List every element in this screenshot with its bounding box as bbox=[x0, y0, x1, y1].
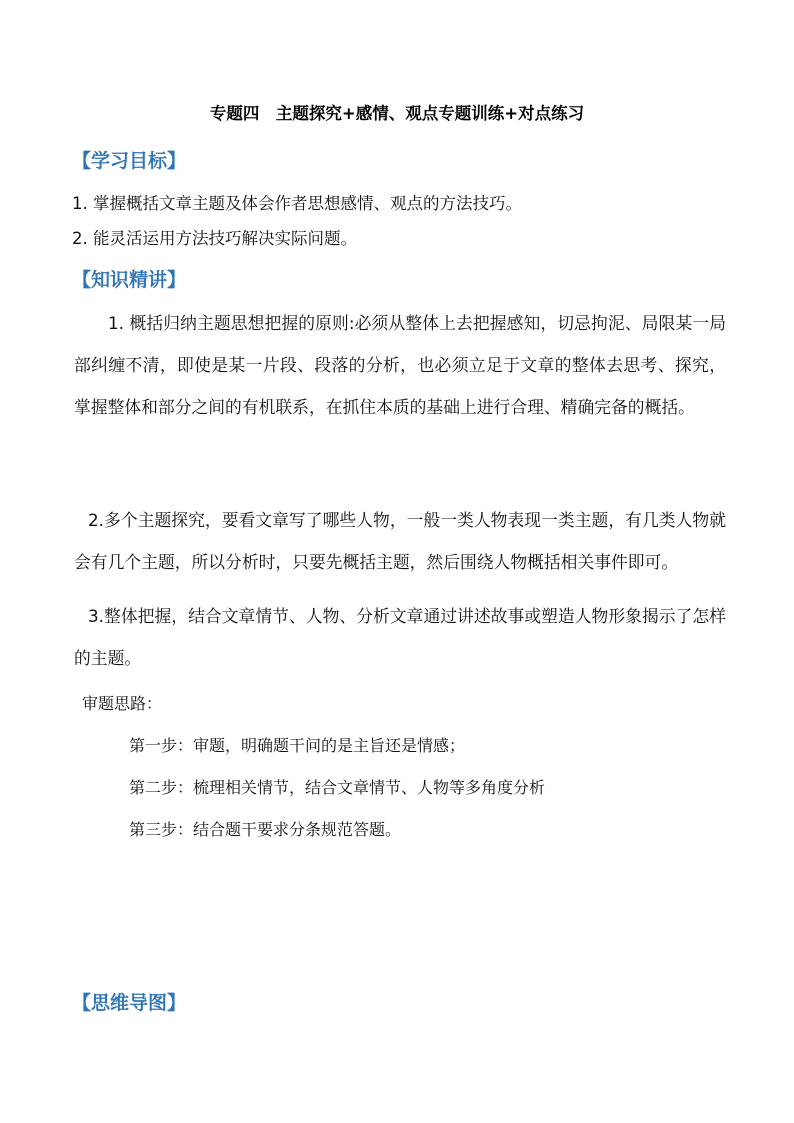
approach-step-2: 第二步：梳理相关情节，结合文章情节、人物等多角度分析 bbox=[129, 778, 546, 797]
goal-item-2: 2. 能灵活运用方法技巧解决实际问题。 bbox=[72, 229, 357, 248]
knowledge-paragraph-1: 1. 概括归纳主题思想把握的原则:必须从整体上去把握感知，切忌拘泥、局限某一局部纠缠不清，即使是某一片段、段落的分析，也必须立足于文章的整体去思考、探究，掌握整体和部分之间的有机联系，在抓住本质的基础上进行合理、精确完备的概括。 bbox=[74, 313, 726, 417]
page-title: 专题四 主题探究+感情、观点专题训练+对点练习 bbox=[209, 104, 585, 123]
section-header-learning-goals: 【学习目标】 bbox=[72, 150, 187, 172]
approach-label: 审题思路： bbox=[82, 694, 163, 713]
approach-step-3: 第三步：结合题干要求分条规范答题。 bbox=[129, 820, 402, 839]
section-header-knowledge: 【知识精讲】 bbox=[72, 269, 187, 291]
knowledge-paragraph-3: 3.整体把握，结合文章情节、人物、分析文章通过讲述故事或塑造人物形象揭示了怎样的主题。 bbox=[74, 606, 726, 668]
knowledge-paragraph-2: 2.多个主题探究，要看文章写了哪些人物，一般一类人物表现一类主题，有几类人物就会有几个主题，所以分析时，只要先概括主题，然后围绕人物概括相关事件即可。 bbox=[74, 510, 726, 572]
section-header-mindmap: 【思维导图】 bbox=[72, 992, 187, 1014]
approach-step-1: 第一步：审题，明确题干问的是主旨还是情感； bbox=[129, 736, 466, 755]
goal-item-1: 1. 掌握概括文章主题及体会作者思想感情、观点的方法技巧。 bbox=[72, 194, 522, 213]
